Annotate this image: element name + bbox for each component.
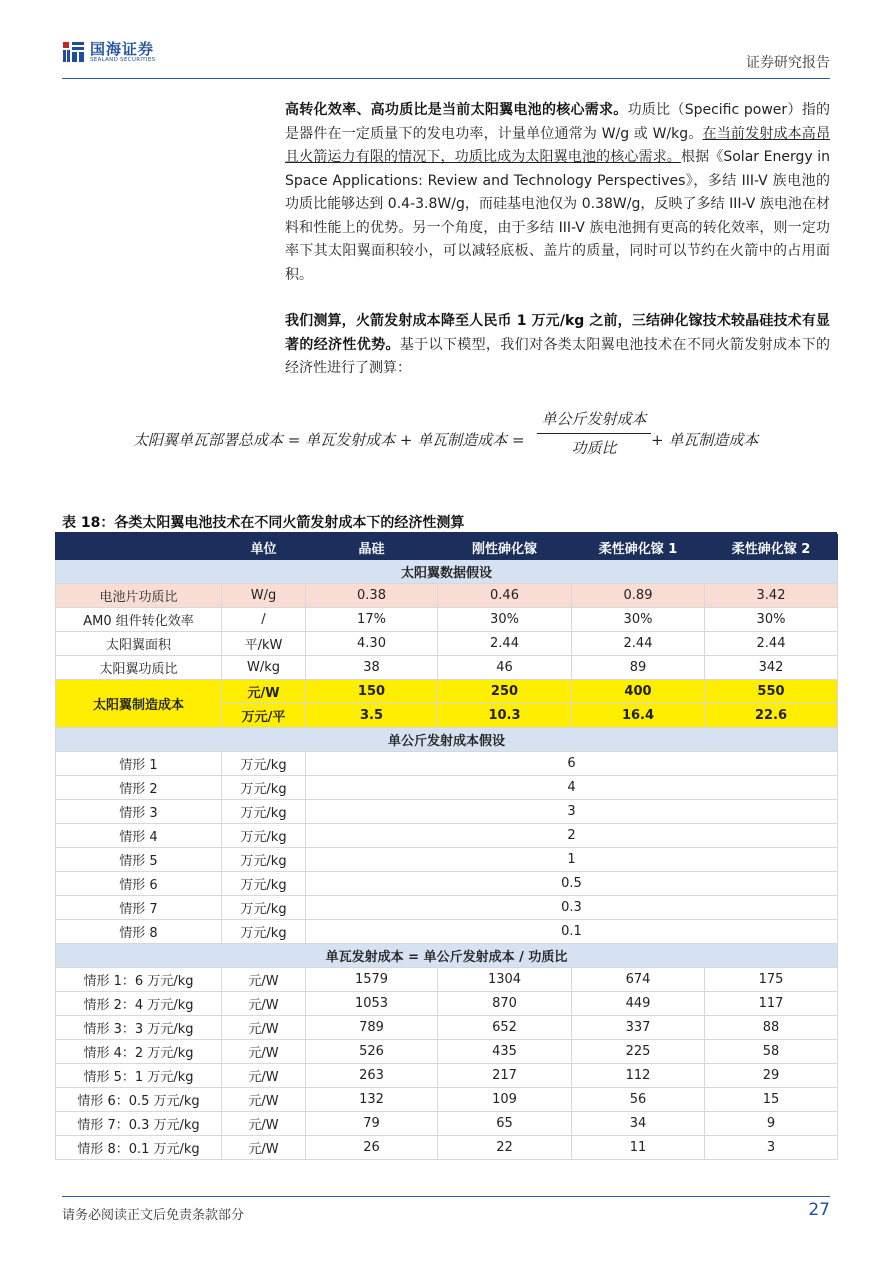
row-label: 情形 1 (56, 752, 222, 776)
table-cell: 550 (705, 680, 838, 704)
table-row (56, 656, 838, 680)
table-cell: 16.4 (572, 704, 705, 728)
row-label: 情形 5：1 万元/kg (56, 1064, 222, 1088)
table-cell: 1304 (438, 968, 572, 992)
table-title: 表 18：各类太阳翼电池技术在不同火箭发射成本下的经济性测算 (62, 515, 465, 531)
table-cell: 2 (306, 824, 838, 848)
row-unit: 万元/kg (222, 752, 306, 776)
header-cell: 柔性砷化镓 2 (705, 535, 838, 560)
row-unit: 万元/kg (222, 896, 306, 920)
row-label: 情形 6 (56, 872, 222, 896)
para2-text: 基于以下模型，我们对各类太阳翼电池技术在不同火箭发射成本下的经济性进行了测算： (285, 336, 830, 376)
row-unit: 元/W (222, 968, 306, 992)
row-unit: 万元/kg (222, 800, 306, 824)
table-cell: 0.46 (438, 584, 572, 608)
table-cell: 870 (438, 992, 572, 1016)
table-cell: 150 (306, 680, 438, 704)
table-cell: 17% (306, 608, 438, 632)
table-cell: 56 (572, 1088, 705, 1112)
table-cell: 217 (438, 1064, 572, 1088)
table-row (56, 1016, 838, 1040)
row-label: 情形 6：0.5 万元/kg (56, 1088, 222, 1112)
row-label: 情形 3 (56, 800, 222, 824)
table-cell: 400 (572, 680, 705, 704)
mfg-cost-row (56, 680, 838, 704)
table-row (56, 584, 838, 608)
table-row (56, 800, 838, 824)
document-type: 证券研究报告 (746, 55, 830, 71)
table-cell: 2.44 (438, 632, 572, 656)
table-row (56, 1040, 838, 1064)
sealand-logo-icon (62, 40, 86, 64)
row-unit: 元/W (222, 1112, 306, 1136)
table-row (56, 824, 838, 848)
table-row (56, 1112, 838, 1136)
table-cell: 3.42 (705, 584, 838, 608)
section-row (56, 728, 838, 752)
row-label: AM0 组件转化效率 (56, 608, 222, 632)
para1-bold-lead: 高转化效率、高功质比是当前太阳翼电池的核心需求。 (285, 102, 628, 118)
table-cell: 15 (705, 1088, 838, 1112)
table-cell: 0.5 (306, 872, 838, 896)
row-label: 电池片功质比 (56, 584, 222, 608)
row-label: 情形 8：0.1 万元/kg (56, 1136, 222, 1160)
table-cell: 26 (306, 1136, 438, 1160)
table-cell: 65 (438, 1112, 572, 1136)
row-unit: 万元/kg (222, 776, 306, 800)
header-cell: 刚性砷化镓 (438, 535, 572, 560)
row-label: 情形 5 (56, 848, 222, 872)
table-row (56, 872, 838, 896)
row-unit: 万元/kg (222, 872, 306, 896)
formula-left: 太阳翼单瓦部署总成本 = 单瓦发射成本 + 单瓦制造成本 = (133, 431, 525, 449)
row-label: 太阳翼功质比 (56, 656, 222, 680)
table-cell: 3 (306, 800, 838, 824)
table-cell: 342 (705, 656, 838, 680)
para1-text-2: 根据《Solar Energy in Space Applications: Review and Technology Perspectives》，多结 III-V 族电池的功质比能够达到 0.4-3.8W/g，而硅基电池仅为 0.38W/g，反映了多结 III-V 族电池在材料和性能上的优势。另一个角度，由于多结 III-V 族电池拥有更高的转化效率，则一定功率下其太阳翼面积较小，可以减轻底板、盖片的质量，同时可以节约在火箭中的占用面积。 (285, 149, 830, 283)
row-unit: 万元/kg (222, 848, 306, 872)
row-unit: / (222, 608, 306, 632)
table-cell: 250 (438, 680, 572, 704)
economics-table (55, 534, 838, 1160)
table-row (56, 1064, 838, 1088)
header-cell (56, 535, 222, 560)
fraction-bar (537, 433, 651, 434)
table-cell: 10.3 (438, 704, 572, 728)
table-cell: 449 (572, 992, 705, 1016)
table-cell: 89 (572, 656, 705, 680)
footer-disclaimer: 请务必阅读正文后免责条款部分 (62, 1208, 245, 1223)
page-number: 27 (808, 1200, 830, 1220)
table-cell: 88 (705, 1016, 838, 1040)
table-row (56, 752, 838, 776)
table-cell: 1053 (306, 992, 438, 1016)
row-unit: 元/W (222, 1016, 306, 1040)
table-cell: 30% (572, 608, 705, 632)
table-cell: 337 (572, 1016, 705, 1040)
table-row (56, 608, 838, 632)
table-cell: 789 (306, 1016, 438, 1040)
table-cell: 30% (438, 608, 572, 632)
table-cell: 225 (572, 1040, 705, 1064)
table-row (56, 776, 838, 800)
row-unit: 元/W (222, 1136, 306, 1160)
table-cell: 22 (438, 1136, 572, 1160)
table-cell: 1579 (306, 968, 438, 992)
header-cell: 单位 (222, 535, 306, 560)
table-cell: 4.30 (306, 632, 438, 656)
table-cell: 132 (306, 1088, 438, 1112)
section-row (56, 560, 838, 584)
table-row (56, 1136, 838, 1160)
row-unit: 万元/kg (222, 824, 306, 848)
row-label: 情形 2 (56, 776, 222, 800)
row-unit: 万元/kg (222, 920, 306, 944)
table-cell: 526 (306, 1040, 438, 1064)
row-label: 太阳翼面积 (56, 632, 222, 656)
para1-text-1: 功质比（Specific power）指的是器件在一定质量下的发电功率，计量单位通常为 W/g 或 W/kg。 (285, 102, 830, 142)
table-cell: 0.38 (306, 584, 438, 608)
table-cell: 175 (705, 968, 838, 992)
row-label: 情形 3：3 万元/kg (56, 1016, 222, 1040)
row-unit: W/kg (222, 656, 306, 680)
table-cell: 674 (572, 968, 705, 992)
table-cell: 9 (705, 1112, 838, 1136)
row-unit: W/g (222, 584, 306, 608)
table-cell: 0.1 (306, 920, 838, 944)
table-cell: 58 (705, 1040, 838, 1064)
row-label: 情形 1：6 万元/kg (56, 968, 222, 992)
table-row (56, 992, 838, 1016)
row-label: 情形 7 (56, 896, 222, 920)
table-cell: 0.3 (306, 896, 838, 920)
table-cell: 34 (572, 1112, 705, 1136)
formula-denominator: 功质比 (571, 439, 617, 457)
cost-formula (0, 408, 892, 468)
row-label: 情形 4 (56, 824, 222, 848)
header-divider (62, 78, 830, 79)
row-unit: 元/W (222, 1040, 306, 1064)
table-cell: 263 (306, 1064, 438, 1088)
table-cell: 4 (306, 776, 838, 800)
row-unit: 万元/平 (222, 704, 306, 728)
section-row (56, 944, 838, 968)
row-label: 情形 8 (56, 920, 222, 944)
table-cell: 435 (438, 1040, 572, 1064)
table-cell: 30% (705, 608, 838, 632)
table-row (56, 896, 838, 920)
table-cell: 652 (438, 1016, 572, 1040)
table-header-row (56, 535, 838, 560)
table-cell: 1 (306, 848, 838, 872)
table-cell: 38 (306, 656, 438, 680)
para1-underline: 在当前发射成本高昂且火箭运力有限的情况下，功质比成为太阳翼电池的核心需求。 (285, 125, 830, 165)
table-cell: 79 (306, 1112, 438, 1136)
table-cell: 3 (705, 1136, 838, 1160)
table-cell: 109 (438, 1088, 572, 1112)
section-heading: 单公斤发射成本假设 (56, 728, 838, 752)
table-cell: 29 (705, 1064, 838, 1088)
table-cell: 22.6 (705, 704, 838, 728)
table-cell: 11 (572, 1136, 705, 1160)
section-heading: 太阳翼数据假设 (56, 560, 838, 584)
table-row (56, 968, 838, 992)
paragraph-economics (285, 310, 830, 381)
formula-right: + 单瓦制造成本 (651, 431, 759, 449)
row-label: 情形 2：4 万元/kg (56, 992, 222, 1016)
table-row (56, 920, 838, 944)
table-cell: 0.89 (572, 584, 705, 608)
formula-numerator: 单公斤发射成本 (541, 410, 647, 428)
para2-bold-lead: 我们测算，火箭发射成本降至人民币 1 万元/kg 之前，三结砷化镓技术较晶硅技术有显著的经济性优势。 (285, 313, 830, 353)
header-cell: 晶硅 (306, 535, 438, 560)
header-cell: 柔性砷化镓 1 (572, 535, 705, 560)
table-row (56, 1088, 838, 1112)
logo-name-cn: 国海证券 (90, 39, 155, 58)
table-cell: 46 (438, 656, 572, 680)
table-row (56, 848, 838, 872)
paragraph-specific-power (285, 99, 830, 287)
row-unit: 元/W (222, 680, 306, 704)
table-cell: 2.44 (705, 632, 838, 656)
table-row (56, 632, 838, 656)
table-cell: 117 (705, 992, 838, 1016)
table-cell: 112 (572, 1064, 705, 1088)
row-unit: 平/kW (222, 632, 306, 656)
table-cell: 3.5 (306, 704, 438, 728)
row-unit: 元/W (222, 992, 306, 1016)
row-label: 太阳翼制造成本 (56, 680, 222, 728)
formula-fraction (537, 408, 651, 459)
company-logo (62, 40, 155, 64)
row-unit: 元/W (222, 1088, 306, 1112)
section-heading: 单瓦发射成本 = 单公斤发射成本 / 功质比 (56, 944, 838, 968)
table-cell: 2.44 (572, 632, 705, 656)
footer-divider (62, 1196, 830, 1197)
row-unit: 元/W (222, 1064, 306, 1088)
row-label: 情形 4：2 万元/kg (56, 1040, 222, 1064)
logo-name-en: SEALAND SECURITIES (90, 56, 156, 63)
table-cell: 6 (306, 752, 838, 776)
row-label: 情形 7：0.3 万元/kg (56, 1112, 222, 1136)
